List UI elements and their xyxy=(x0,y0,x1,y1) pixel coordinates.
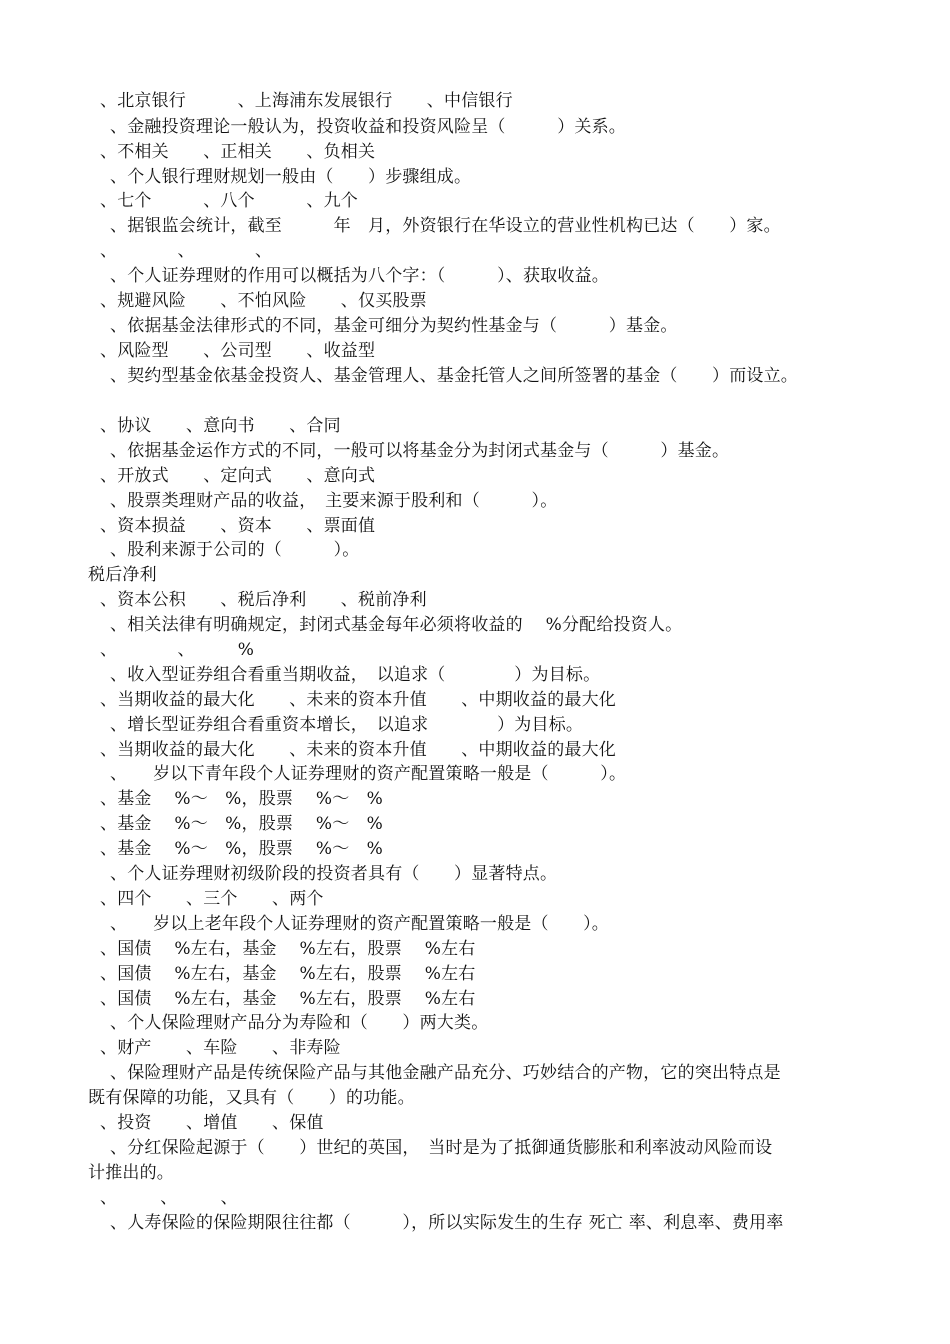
option-line-risk-choices: 、规避风险 、不怕风险 、仅买股票 xyxy=(100,291,427,311)
option-line-senior-c: 、国债 %左右，基金 %左右，股票 %左右 xyxy=(100,989,476,1009)
option-line-capital-gains: 、资本损益 、资本 、票面值 xyxy=(100,516,376,536)
option-line-percent: 、 、 % xyxy=(100,640,255,660)
option-line-youth-b: 、基金 %～ %，股票 %～ % xyxy=(100,814,384,834)
question-line-stock-income: 、股票类理财产品的收益， 主要来源于股利和（ ）。 xyxy=(110,491,558,511)
question-line-beginner-traits: 、个人证券理财初级阶段的投资者具有（ ）显著特点。 xyxy=(110,864,558,884)
question-line-closed-fund-payout: 、相关法律有明确规定，封闭式基金每年必须将收益的 %分配给投资人。 xyxy=(110,615,683,635)
question-line-life-insurance-term: 、人寿保险的保险期限往往都（ ），所以实际发生的生存 死亡 率、利息率、费用率 xyxy=(110,1213,784,1233)
option-line-insurance-choices: 、财产 、车险 、非寿险 xyxy=(100,1038,341,1058)
option-line-senior-a: 、国债 %左右，基金 %左右，股票 %左右 xyxy=(100,939,476,959)
question-line-participating-insurance: 、分红保险起源于（ ）世纪的英国， 当时是为了抵御通货膨胀和利率波动风险而设 xyxy=(110,1138,773,1158)
question-line-income-portfolio: 、收入型证券组合看重当期收益， 以追求（ ）为目标。 xyxy=(110,665,601,685)
option-line-banks: 、北京银行 、上海浦东发展银行 、中信银行 xyxy=(100,91,513,111)
option-line-trait-counts: 、四个 、三个 、两个 xyxy=(100,889,324,909)
question-line-insurance-types: 、个人保险理财产品分为寿险和（ ）两大类。 xyxy=(110,1013,489,1033)
option-line-blank: 、 、 、 xyxy=(100,241,273,261)
option-line-step-counts: 、七个 、八个 、九个 xyxy=(100,191,358,211)
question-line-growth-portfolio: 、增长型证券组合看重资本增长， 以追求 ）为目标。 xyxy=(110,715,584,735)
question-line-dividend-source: 、股利来源于公司的（ ）。 xyxy=(110,540,360,560)
question-line-foreign-banks: 、据银监会统计，截至 年 月，外资银行在华设立的营业性机构已达（ ）家。 xyxy=(110,216,781,236)
question-line-risk-return: 、金融投资理论一般认为，投资收益和投资风险呈（ ）关系。 xyxy=(110,117,626,137)
option-line-income-goals: 、当期收益的最大化 、未来的资本升值 、中期收益的最大化 xyxy=(100,690,616,710)
option-line-open-fund: 、开放式 、定向式 、意向式 xyxy=(100,466,376,486)
question-line-contract-fund: 、契约型基金依基金投资人、基金管理人、基金托管人之间所签署的基金（ ）而设立。 xyxy=(110,366,798,386)
question-line-planning-steps: 、个人银行理财规划一般由（ ）步骤组成。 xyxy=(110,167,472,187)
question-line-securities-role: 、个人证券理财的作用可以概括为八个字：（ ）、获取收益。 xyxy=(110,266,609,286)
question-line-senior-allocation: 、 岁以上老年段个人证券理财的资产配置策略一般是（ ）。 xyxy=(110,914,609,934)
question-line-fund-operation: 、依据基金运作方式的不同，一般可以将基金分为封闭式基金与（ ）基金。 xyxy=(110,441,730,461)
option-line-youth-a: 、基金 %～ %，股票 %～ % xyxy=(100,789,384,809)
option-line-fund-types: 、风险型 、公司型 、收益型 xyxy=(100,341,376,361)
question-line-insurance-product: 、保险理财产品是传统保险产品与其他金融产品充分、巧妙结合的产物，它的突出特点是 xyxy=(110,1063,781,1083)
option-line-correlation: 、不相关 、正相关 、负相关 xyxy=(100,142,376,162)
question-line-youth-allocation: 、 岁以下青年段个人证券理财的资产配置策略一般是（ ）。 xyxy=(110,764,627,784)
option-line-youth-c: 、基金 %～ %，股票 %～ % xyxy=(100,839,384,859)
option-line-century-blank: 、 、 、 xyxy=(100,1188,238,1208)
option-line-profit-types: 、资本公积 、税后净利 、税前净利 xyxy=(100,590,427,610)
answer-line-net-profit: 税后净利 xyxy=(88,565,157,585)
option-line-senior-b: 、国债 %左右，基金 %左右，股票 %左右 xyxy=(100,964,476,984)
option-line-agreement: 、协议 、意向书 、合同 xyxy=(100,416,341,436)
question-line-fund-legal-form: 、依据基金法律形式的不同，基金可细分为契约性基金与（ ）基金。 xyxy=(110,316,678,336)
question-line-insurance-product-cont: 既有保障的功能，又具有（ ）的功能。 xyxy=(88,1088,415,1108)
question-line-participating-insurance-cont: 计推出的。 xyxy=(88,1163,174,1183)
option-line-growth-goals: 、当期收益的最大化 、未来的资本升值 、中期收益的最大化 xyxy=(100,740,616,760)
option-line-insurance-functions: 、投资 、增值 、保值 xyxy=(100,1113,324,1133)
